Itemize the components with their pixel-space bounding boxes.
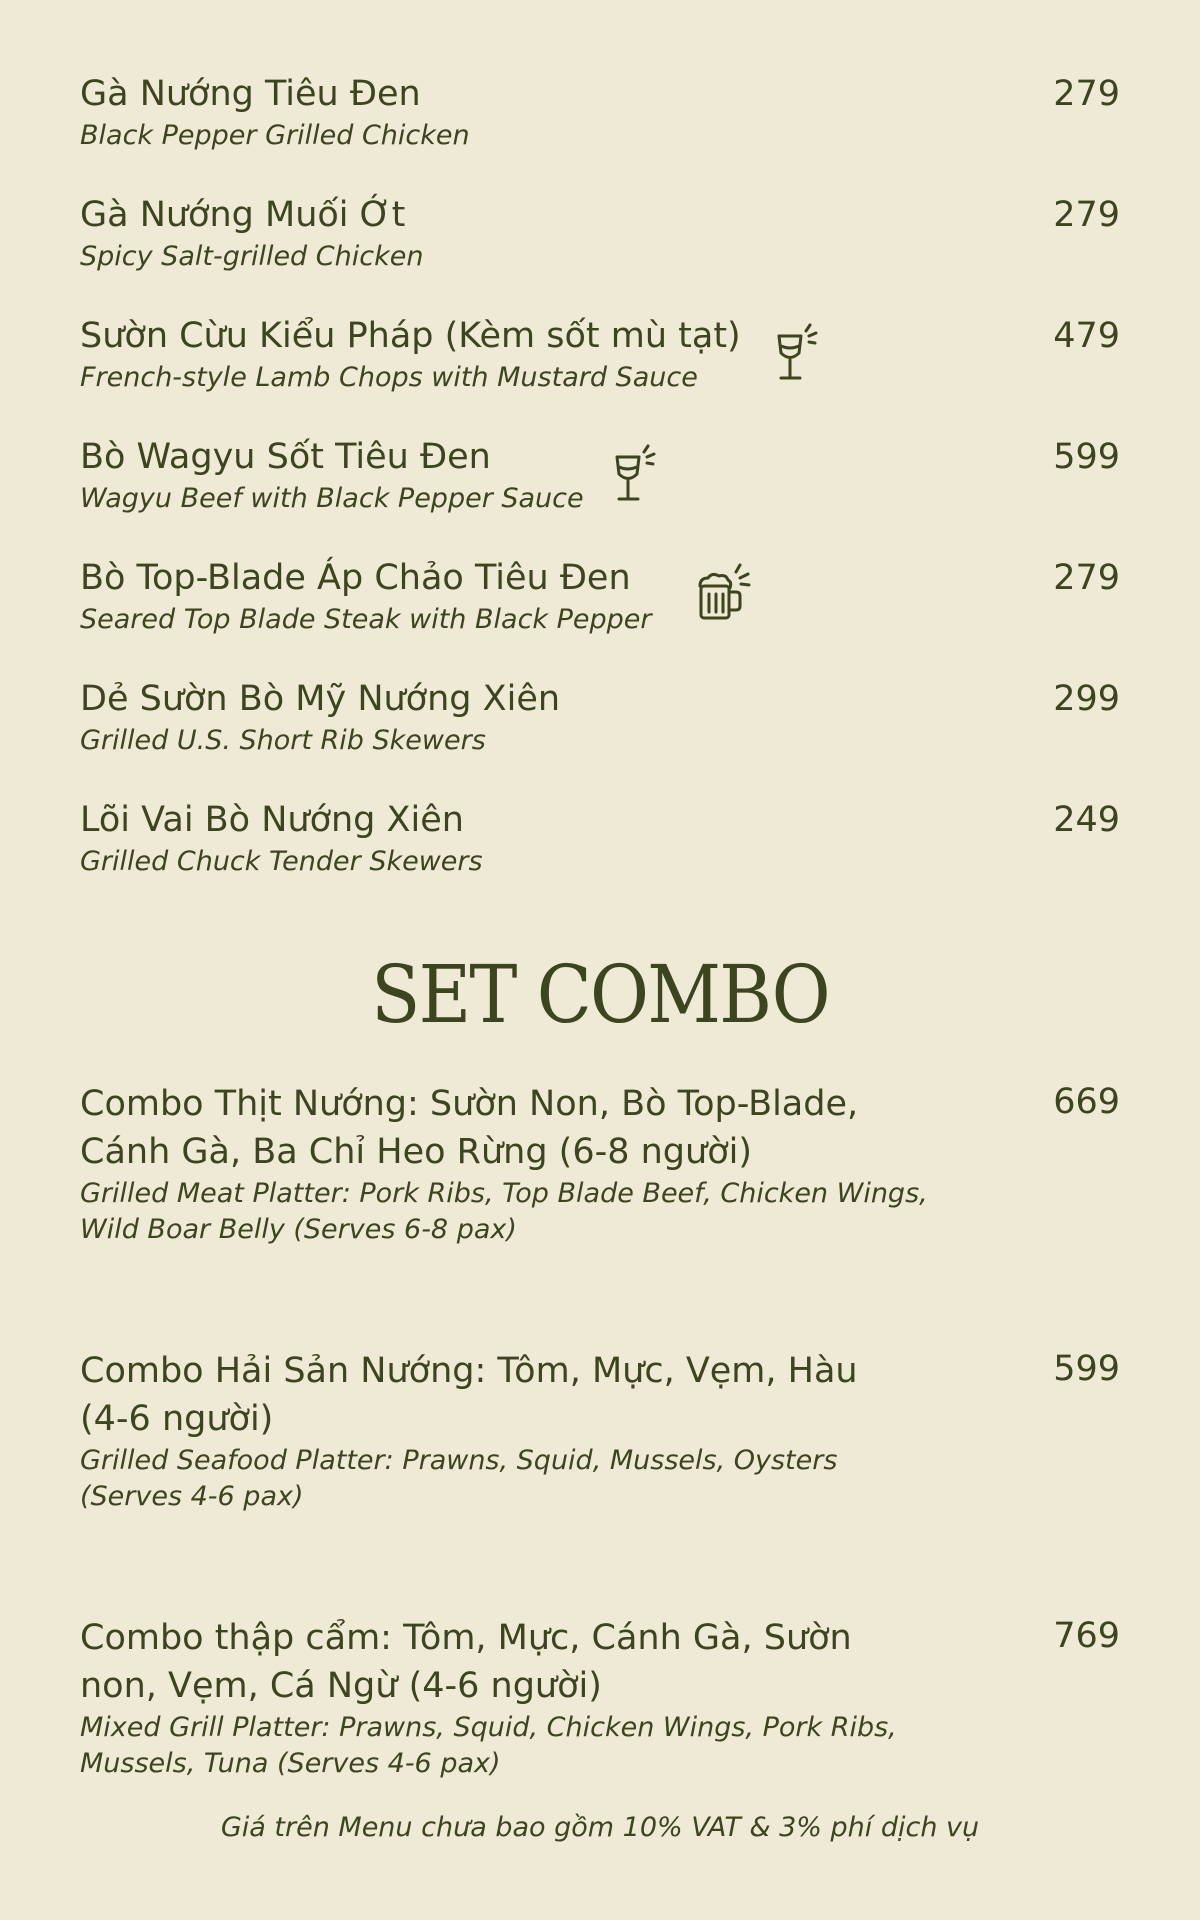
item-price: 279 [1053, 558, 1120, 598]
menu-item [80, 191, 423, 275]
combo-price: 669 [1053, 1082, 1120, 1122]
item-name-vn: Sườn Cừu Kiểu Pháp (Kèm sốt mù tạt) [80, 316, 741, 356]
item-name-en: Wagyu Beef with Black Pepper Sauce [80, 483, 584, 514]
item-name-vn: Dẻ Sườn Bò Mỹ Nướng Xiên [80, 679, 561, 719]
item-name-vn: Gà Nướng Muối Ớt [80, 195, 406, 235]
combo-price: 599 [1053, 1349, 1120, 1389]
combo-price: 769 [1053, 1616, 1120, 1656]
footer-note: Giá trên Menu chưa bao gồm 10% VAT & 3% phí dịch vụ [220, 1812, 980, 1843]
item-price: 279 [1053, 74, 1120, 114]
item-name-en: Black Pepper Grilled Chicken [80, 120, 470, 151]
combo-name-vn-line: Combo Hải Sản Nướng: Tôm, Mực, Vẹm, Hàu [80, 1351, 858, 1391]
item-name-en: French-style Lamb Chops with Mustard Sauce [80, 362, 698, 393]
item-name-vn: Gà Nướng Tiêu Đen [80, 74, 421, 114]
combo-item [80, 1080, 928, 1248]
menu-item [80, 312, 741, 396]
menu-item [80, 433, 584, 517]
item-price: 279 [1053, 195, 1120, 235]
combo-name-en-line: Mixed Grill Platter: Prawns, Squid, Chicken Wings, Pork Ribs, [80, 1712, 897, 1743]
item-name-en: Seared Top Blade Steak with Black Pepper [80, 604, 652, 635]
wine-glass-icon [770, 322, 820, 388]
item-name-vn: Bò Top-Blade Áp Chảo Tiêu Đen [80, 558, 631, 598]
item-name-en: Grilled U.S. Short Rib Skewers [80, 725, 486, 756]
combo-name-en-line: Grilled Seafood Platter: Prawns, Squid, Mussels, Oysters [80, 1445, 838, 1476]
wine-glass-icon [608, 443, 658, 509]
menu-item [80, 796, 483, 880]
combo-item [80, 1614, 897, 1782]
item-price: 249 [1053, 800, 1120, 840]
combo-name-en-line: Mussels, Tuna (Serves 4-6 pax) [80, 1748, 501, 1779]
combo-name-vn-line: Cánh Gà, Ba Chỉ Heo Rừng (6-8 người) [80, 1132, 752, 1172]
combo-item [80, 1347, 858, 1515]
item-name-vn: Lõi Vai Bò Nướng Xiên [80, 800, 464, 840]
combo-name-en-line: Wild Boar Belly (Serves 6-8 pax) [80, 1214, 517, 1245]
menu-item [80, 675, 560, 759]
item-price: 299 [1053, 679, 1120, 719]
item-name-en: Spicy Salt-grilled Chicken [80, 241, 424, 272]
menu-item [80, 70, 470, 154]
combo-name-en-line: (Serves 4-6 pax) [80, 1481, 304, 1512]
combo-name-vn-line: non, Vẹm, Cá Ngừ (4-6 người) [80, 1666, 602, 1706]
combo-name-vn-line: Combo thập cẩm: Tôm, Mực, Cánh Gà, Sườn [80, 1618, 852, 1658]
combo-name-vn-line: Combo Thịt Nướng: Sườn Non, Bò Top-Blade, [80, 1084, 859, 1124]
item-price: 599 [1053, 437, 1120, 477]
section-title: SET COMBO [371, 948, 829, 1041]
item-name-vn: Bò Wagyu Sốt Tiêu Đen [80, 437, 491, 477]
combo-name-en-line: Grilled Meat Platter: Pork Ribs, Top Blade Beef, Chicken Wings, [80, 1178, 928, 1209]
menu-item [80, 554, 652, 638]
item-price: 479 [1053, 316, 1120, 356]
item-name-en: Grilled Chuck Tender Skewers [80, 846, 483, 877]
beer-mug-icon [692, 562, 756, 630]
combo-name-vn-line: (4-6 người) [80, 1399, 274, 1439]
